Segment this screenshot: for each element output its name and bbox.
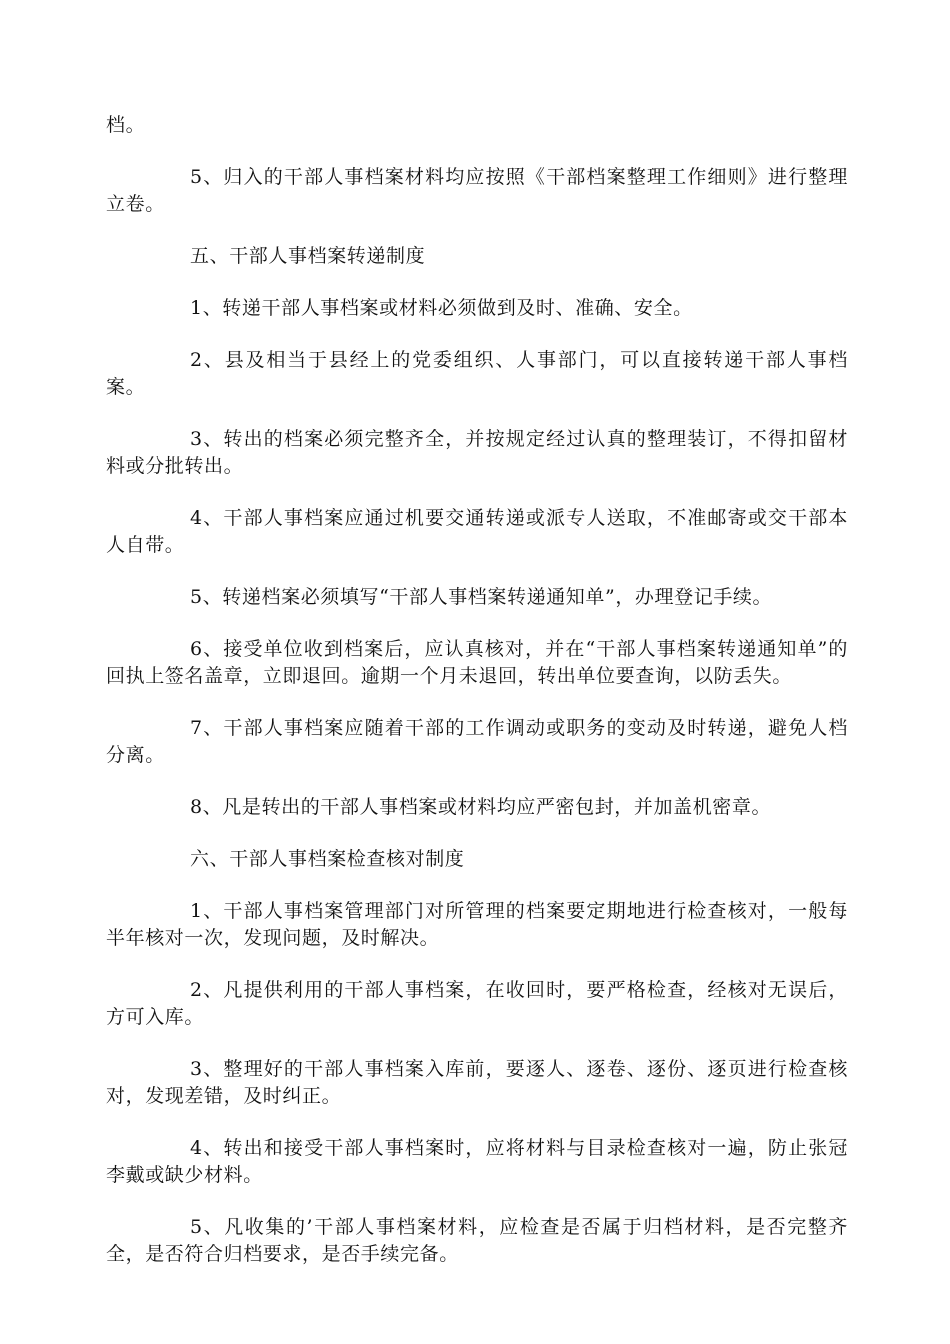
paragraph-transfer-3: 3、转出的档案必须完整齐全，并按规定经过认真的整理装订，不得扣留材料或分批转出。	[106, 428, 848, 477]
paragraph-check-3: 3、整理好的干部人事档案入库前，要逐人、逐卷、逐份、逐页进行检查核对，发现差错，及时纠正。	[106, 1058, 848, 1107]
section-heading-transfer: 五、干部人事档案转递制度	[190, 245, 426, 267]
paragraph-check-5: 5、凡收集的’干部人事档案材料，应检查是否属于归档材料，是否完整齐全，是否符合归档要求，是否手续完备。	[106, 1216, 848, 1265]
paragraph-transfer-6: 6、接受单位收到档案后，应认真核对，并在“干部人事档案转递通知单”的回执上签名盖章，立即退回。逾期一个月未退回，转出单位要查询，以防丢失。	[106, 638, 848, 687]
paragraph-transfer-5: 5、转递档案必须填写“干部人事档案转递通知单”，办理登记手续。	[190, 586, 773, 608]
paragraph-check-2: 2、凡提供利用的干部人事档案，在收回时，要严格检查，经核对无误后，方可入库。	[106, 979, 848, 1028]
paragraph-item-5-filing: 5、归入的干部人事档案材料均应按照《干部档案整理工作细则》进行整理立卷。	[106, 166, 848, 215]
document-body	[106, 112, 848, 1293]
paragraph-transfer-2: 2、县及相当于县经上的党委组织、人事部门，可以直接转递干部人事档案。	[106, 349, 848, 398]
paragraph-continuation: 档。	[106, 114, 146, 136]
paragraph-check-4: 4、转出和接受干部人事档案时，应将材料与目录检查核对一遍，防止张冠李戴或缺少材料。	[106, 1137, 848, 1186]
paragraph-transfer-4: 4、干部人事档案应通过机要交通转递或派专人送取，不准邮寄或交干部本人自带。	[106, 507, 848, 556]
paragraph-transfer-8: 8、凡是转出的干部人事档案或材料均应严密包封，并加盖机密章。	[190, 796, 772, 818]
paragraph-check-1: 1、干部人事档案管理部门对所管理的档案要定期地进行检查核对，一般每半年核对一次，发现问题，及时解决。	[106, 900, 848, 949]
paragraph-transfer-1: 1、转递干部人事档案或材料必须做到及时、准确、安全。	[190, 297, 693, 319]
paragraph-transfer-7: 7、干部人事档案应随着干部的工作调动或职务的变动及时转递，避免人档分离。	[106, 717, 848, 766]
section-heading-check: 六、干部人事档案检查核对制度	[190, 848, 465, 870]
